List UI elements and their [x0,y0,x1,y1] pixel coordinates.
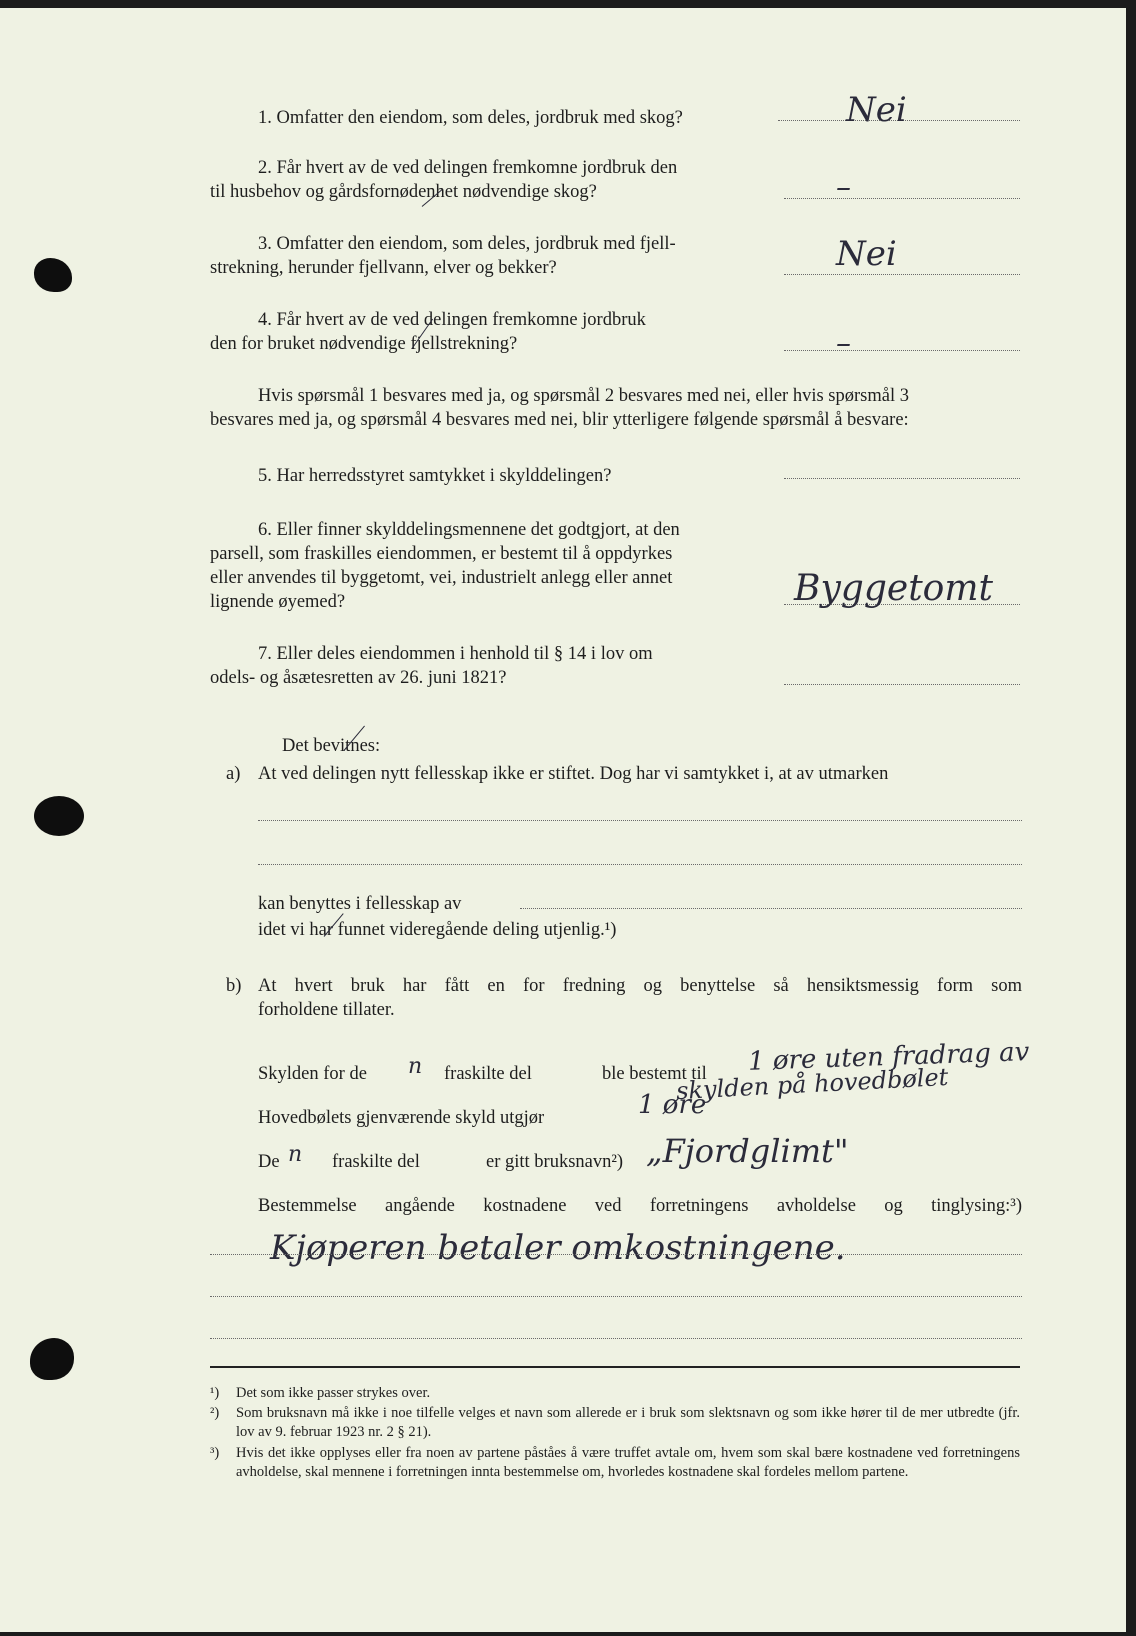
punch-hole-middle [34,796,84,836]
skyld-handwrite-n: n [408,1054,423,1079]
question-6: 6. Eller finner skylddelingsmennene det godtgjort, at den parsell, som fraskilles eiendommen, er bestemt til å oppdyrkes eller anvendes til byggetomt, vei, industrielt anlegg eller annet lignende øyemed? [210,520,680,612]
bruksnavn-label-1: De [258,1152,280,1172]
attest-a-line-2 [258,864,1022,865]
bruksnavn-label-3: er gitt bruksnavn²) [486,1152,624,1172]
answer-line-2 [784,198,1020,199]
skyld-answer-line2: skylden på hovedbølet [675,1062,949,1106]
question-4: 4. Får hvert av de ved delingen fremkomne jordbruk den for bruket nødvendige fjellstrekning? [210,310,646,354]
footnote-1: ¹) Det som ikke passer strykes over. [210,1385,431,1401]
kostnader-line-1 [210,1254,1022,1255]
attest-a-text: At ved delingen nytt fellesskap ikke er stiftet. Dog har vi samtykket i, at av utmarken [258,764,889,784]
bruksnavn-handwrite-n: n [288,1142,303,1167]
footnote-2: ²) Som bruksnavn må ikke i noe tilfelle velges et navn som allerede er i bruk som slektsnavn og som ikke hører til de mer utbredte (jfr. lov av 9. februar 1923 nr. 2 § 21). [210,1405,1020,1440]
bruksnavn-answer: „Fjordglimt" [646,1132,849,1170]
hovedbol-label: Hovedbølets gjenværende skyld utgjør [258,1108,545,1128]
attest-heading: Det bevitnes: [282,736,381,756]
kostnader-label: Bestemmelse angående kostnadene ved forretningens avholdelse og tinglysing:³) [258,1196,1022,1216]
answer-4: – [836,326,851,361]
answer-6: Byggetomt [794,568,993,609]
condition-text: Hvis spørsmål 1 besvares med ja, og spørsmål 2 besvares med nei, eller hvis spørsmål 3 besvares med ja, og spørsmål 4 besvares med nei, blir ytterligere følgende spørsmål å besvare: [210,386,909,430]
attest-b-text: At hvert bruk har fått en for fredning og benyttelse så hensiktsmessig form som forholdene tillater. [258,976,1022,1020]
attest-a-line3: kan benyttes i fellesskap av [258,894,462,914]
punch-hole-bottom [30,1338,74,1380]
kostnader-line-3 [210,1338,1022,1339]
answer-line-7 [784,684,1020,685]
footnote-3: ³) Hvis det ikke opplyses eller fra noen av partene påståes å være truffet avtale om, hvem som skal bære kostnadene ved forretningens avholdelse, skal mennene i forretningen innta bestemmelse om, hvorledes kostnadene skal fordeles mellom partene. [210,1445,1020,1480]
question-3: 3. Omfatter den eiendom, som deles, jordbruk med fjell- strekning, herunder fjellvann, elver og bekker? [210,234,676,278]
skyld-label-1: Skylden for de [258,1064,367,1084]
attest-a-label: a) [226,764,241,784]
skyld-label-2: fraskilte del [444,1064,532,1084]
footnote-rule [210,1366,1020,1368]
bruksnavn-label-2: fraskilte del [332,1152,420,1172]
attest-a-line-1 [258,820,1022,821]
question-5: 5. Har herredsstyret samtykket i skylddelingen? [258,466,612,486]
attest-a-line4: idet vi har funnet videregående deling utjenlig.¹) [258,920,617,940]
answer-line-5 [784,478,1020,479]
question-2: 2. Får hvert av de ved delingen fremkomne jordbruk den til husbehov og gårdsfornødenhet nødvendige skog? [210,158,678,202]
kostnader-line-2 [210,1296,1022,1297]
skyld-label-3: ble bestemt til [602,1064,707,1084]
answer-line-3 [784,274,1020,275]
answer-2: – [836,170,851,205]
question-1: 1. Omfatter den eiendom, som deles, jordbruk med skog? [258,108,683,128]
hovedbol-answer: 1 øre [638,1090,707,1120]
question-7: 7. Eller deles eiendommen i henhold til § 14 i lov om odels- og åsætesretten av 26. juni 1821? [210,644,653,688]
attest-b-label: b) [226,976,242,996]
skyld-answer-line1: 1 øre uten fradrag av [747,1037,1030,1077]
answer-1: Nei [846,90,907,130]
punch-hole-top [34,258,72,292]
document-page [0,8,1126,1632]
answer-line-4 [784,350,1020,351]
kostnader-answer: Kjøperen betaler omkostningene. [270,1228,846,1268]
answer-3: Nei [836,234,897,274]
attest-a-fill-line [520,908,1022,909]
question-1-text: Omfatter den eiendom, som deles, jordbruk med skog? [276,108,683,128]
